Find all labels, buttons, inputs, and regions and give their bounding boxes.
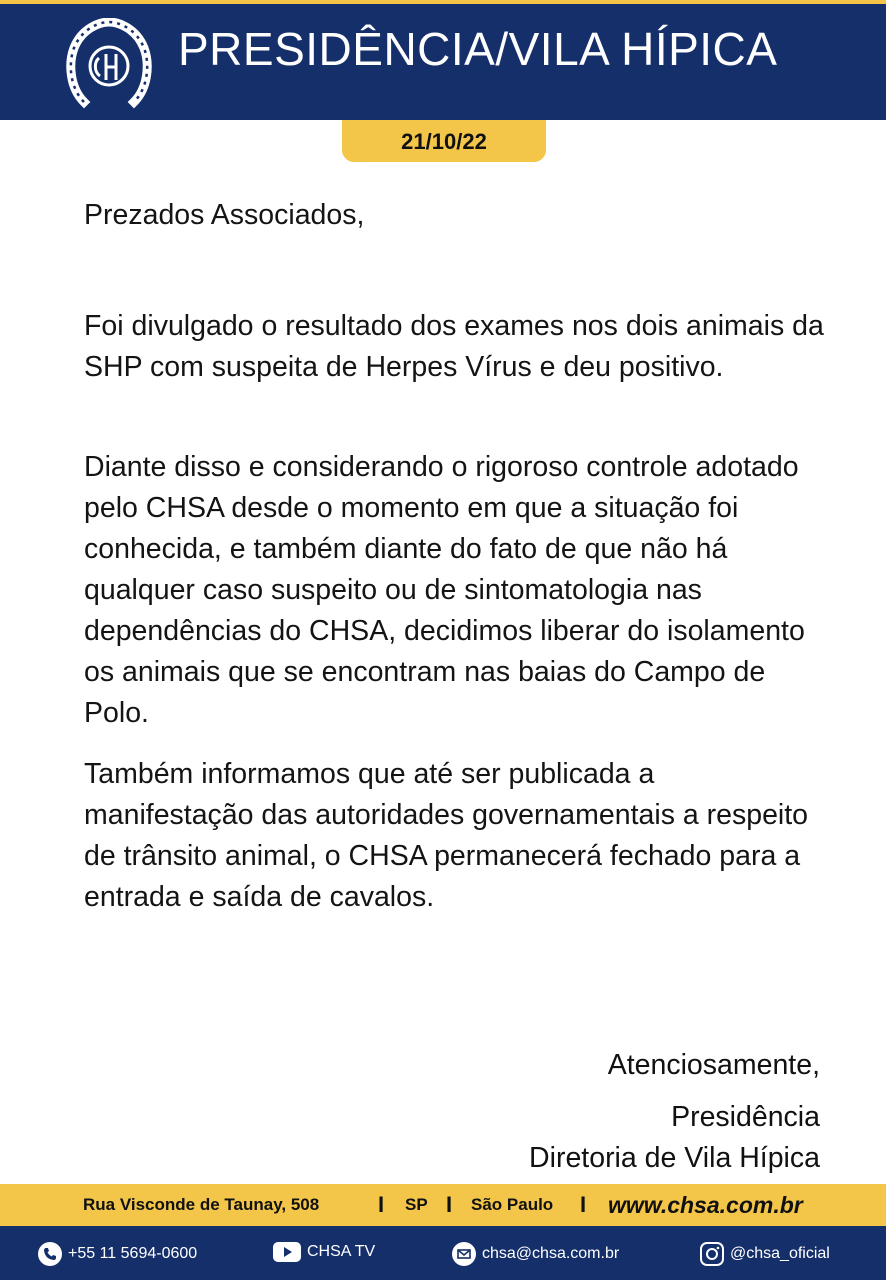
header-banner	[0, 0, 886, 120]
phone-icon	[38, 1242, 62, 1266]
email-contact[interactable]	[452, 1242, 619, 1266]
letter-closing: Atenciosamente,	[607, 1049, 820, 1081]
address-separator: I	[580, 1192, 587, 1217]
signature-presidencia: Presidência	[671, 1101, 820, 1133]
letter-greeting: Prezados Associados,	[84, 199, 365, 231]
letter-paragraph-1: Foi divulgado o resultado dos exames nos dois animais da SHP com suspeita de Herpes Vírus e deu positivo.	[84, 310, 824, 383]
address-bar	[0, 1184, 886, 1226]
address-city: São Paulo	[471, 1195, 554, 1214]
date-badge: 21/10/22	[342, 120, 546, 162]
address-street: Rua Visconde de Taunay, 508	[83, 1195, 320, 1214]
phone-contact[interactable]	[38, 1242, 197, 1266]
instagram-icon	[700, 1242, 724, 1266]
email-address: chsa@chsa.com.br	[482, 1245, 620, 1262]
instagram-handle: @chsa_oficial	[730, 1245, 830, 1262]
page-title: PRESIDÊNCIA/VILA HÍPICA	[178, 23, 778, 75]
email-icon	[452, 1242, 476, 1266]
letter-paragraph-3: Também informamos que até ser publicada a manifestação das autoridades governamentais a respeito de trânsito animal, o CHSA permanecerá fechado para a entrada e saída de cavalos.	[84, 758, 809, 913]
address-state: SP	[405, 1195, 428, 1214]
youtube-channel: CHSA TV	[307, 1243, 376, 1260]
youtube-contact[interactable]	[273, 1242, 375, 1262]
instagram-contact[interactable]	[700, 1242, 830, 1266]
letter-paragraph-2: Diante disso e considerando o rigoroso controle adotado pelo CHSA desde o momento em que a situação foi conhecida, e também diante do fato de que não há qualquer caso suspeito ou de sintomatologia nas dependências do CHSA, decidimos liberar do isolamento os animais que se encontram nas baias do Campo de Polo.	[84, 451, 805, 729]
contact-bar	[0, 1226, 886, 1280]
signature-diretoria: Diretoria de Vila Hípica	[529, 1142, 820, 1174]
horseshoe-logo-icon	[66, 18, 152, 110]
address-separator: I	[446, 1192, 453, 1217]
website-link[interactable]: www.chsa.com.br	[608, 1192, 803, 1218]
youtube-icon	[273, 1242, 301, 1262]
address-separator: I	[378, 1192, 385, 1217]
phone-number: +55 11 5694-0600	[68, 1245, 198, 1262]
